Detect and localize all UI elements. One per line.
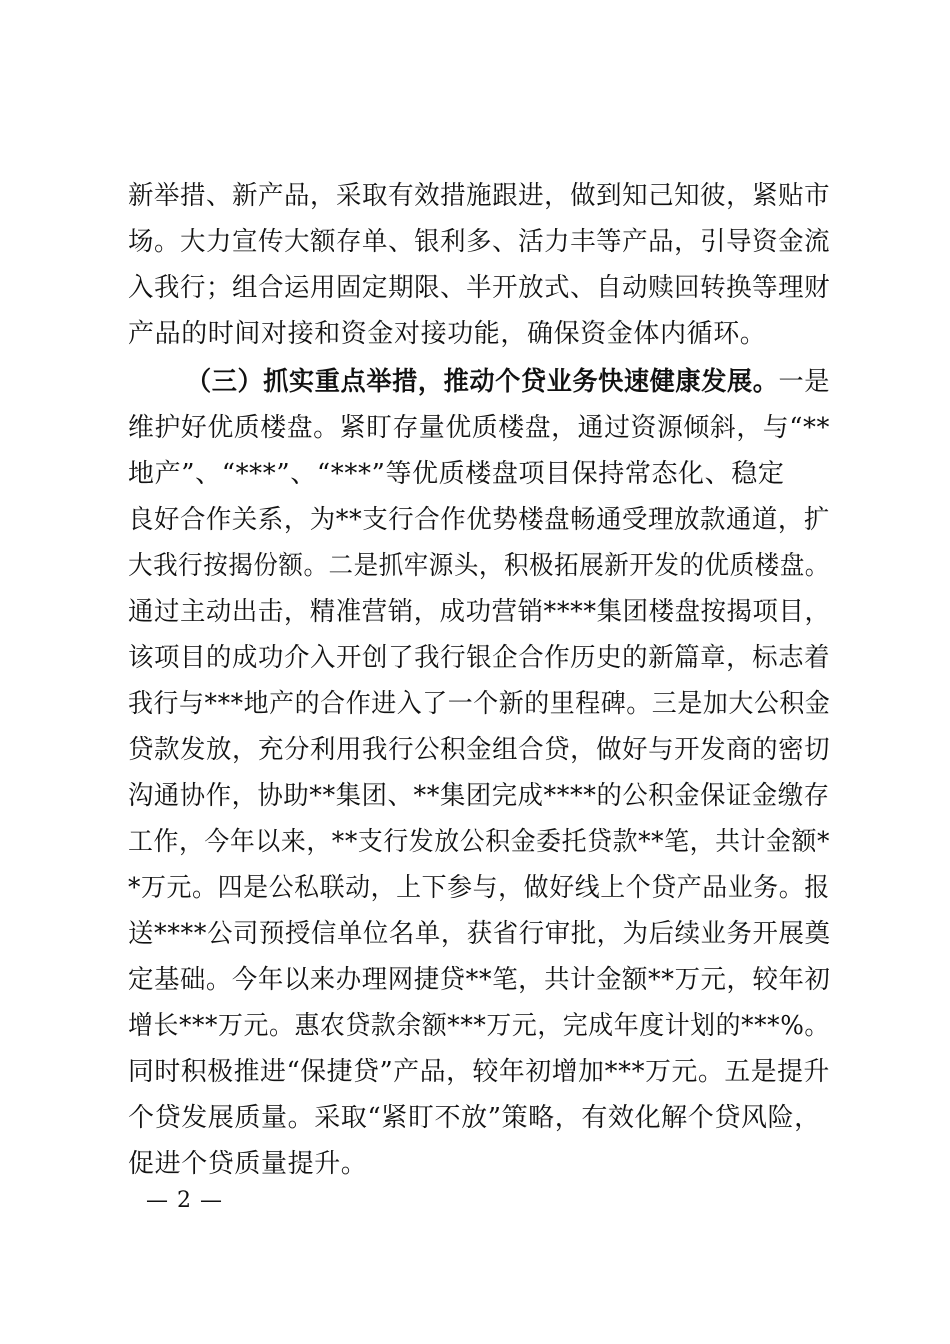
section-heading: （三）抓实重点举措，推动个贷业务快速健康发展。: [186, 367, 779, 397]
text-line: *万元。四是公私联动，上下参与，做好线上个贷产品业务。报: [128, 873, 830, 903]
text-line: [186, 362, 830, 402]
text-line: 良好合作关系，为**支行合作优势楼盘畅通受理放款通道，扩: [128, 505, 830, 535]
text-line: 产品的时间对接和资金对接功能，确保资金体内循环。: [128, 319, 767, 349]
text-line: 沟通协作，协助**集团、**集团完成****的公积金保证金缴存: [128, 781, 830, 811]
text-line: 大我行按揭份额。二是抓牢源头，积极拓展新开发的优质楼盘。: [128, 551, 830, 581]
text-line: 促进个贷质量提升。: [128, 1149, 368, 1179]
text-line: 新举措、新产品，采取有效措施跟进，做到知己知彼，紧贴市: [128, 181, 831, 211]
text-line: 地产”、“***”、“***”等优质楼盘项目保持常态化、稳定: [128, 459, 785, 489]
text-line: 同时积极推进“保捷贷”产品，较年初增加***万元。五是提升: [128, 1057, 830, 1087]
text-line: 入我行；组合运用固定期限、半开放式、自动赎回转换等理财: [128, 273, 831, 303]
text-line: 送****公司预授信单位名单，获省行审批，为后续业务开展奠: [128, 919, 831, 949]
text-line: 增长***万元。惠农贷款余额***万元，完成年度计划的***%。: [128, 1011, 830, 1041]
text-line: 该项目的成功介入开创了我行银企合作历史的新篇章，标志着: [128, 643, 831, 673]
text-line: 通过主动出击，精准营销，成功营销****集团楼盘按揭项目，: [128, 597, 831, 627]
text-line: 我行与***地产的合作进入了一个新的里程碑。三是加大公积金: [128, 689, 831, 719]
text-line: 贷款发放，充分利用我行公积金组合贷，做好与开发商的密切: [128, 735, 831, 765]
heading-line-rest: 一是: [778, 367, 831, 397]
text-line: 场。大力宣传大额存单、银利多、活力丰等产品，引导资金流: [128, 227, 831, 257]
text-line: 定基础。今年以来办理网捷贷**笔，共计金额**万元，较年初: [128, 965, 831, 995]
page-number: — 2 —: [146, 1188, 223, 1213]
text-line: 个贷发展质量。采取“紧盯不放”策略，有效化解个贷风险，: [128, 1103, 821, 1133]
text-line: 维护好优质楼盘。紧盯存量优质楼盘，通过资源倾斜，与“**: [128, 413, 831, 443]
text-line: 工作，今年以来，**支行发放公积金委托贷款**笔，共计金额*: [128, 827, 831, 857]
